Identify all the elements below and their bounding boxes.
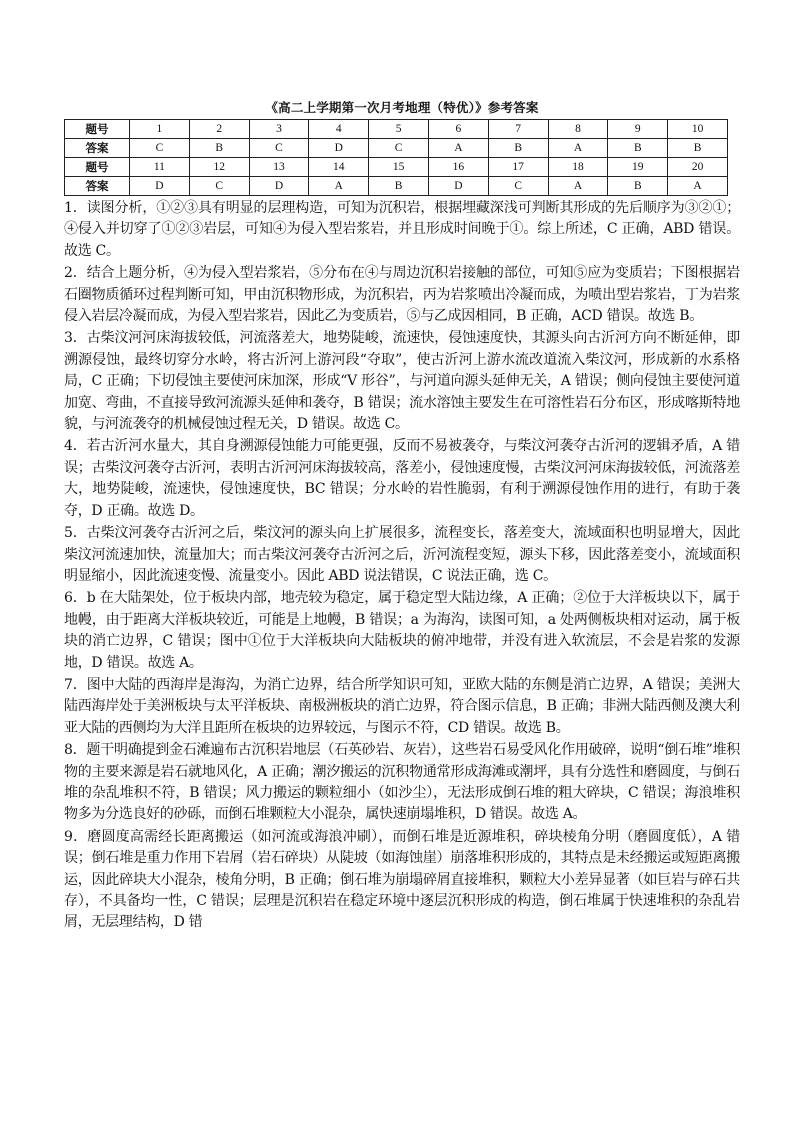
table-cell: 20 [668, 158, 728, 177]
row-label: 答案 [65, 177, 130, 196]
explanation-6: 6．b 在大陆架处，位于板块内部，地壳较为稳定，属于稳定型大陆边缘，A 正确；②位于大洋板块以下，属于地幔，由于距离大洋板块较近，可能是上地幔，B 错误；a 为海沟，读图可知，a 处两侧板块相对运动，属于板块的消亡边界，C 错误；图中①位于大洋板块向大陆板块的俯冲地带，并没有进入软流层，不会是岩浆的发源地，D 错误。故选 A。 [64, 590, 740, 671]
explanation-1: 1．读图分析，①②③具有明显的层理构造，可知为沉积岩，根据埋藏深浅可判断其形成的先后顺序为③②①；④侵入并切穿了①②③岩层，可知④为侵入型岩浆岩，并且形成时间晚于①。综上所述，C 正确，ABD 错误。故选 C。 [64, 200, 740, 259]
table-cell: 1 [130, 120, 190, 139]
table-cell: 4 [309, 120, 369, 139]
table-cell: 7 [488, 120, 548, 139]
table-cell: B [668, 139, 728, 158]
table-cell: C [488, 177, 548, 196]
explanation-list [64, 198, 740, 934]
table-cell: D [249, 177, 309, 196]
table-row [65, 139, 728, 158]
table-cell: B [608, 177, 668, 196]
table-row [65, 158, 728, 177]
explanation-2: 2．结合上题分析，④为侵入型岩浆岩，⑤分布在④与周边沉积岩接触的部位，可知⑤应为变质岩；下图根据岩石圈物质循环过程判断可知，甲由沉积物形成，为沉积岩，丙为岩浆喷出冷凝而成，为喷出型岩浆岩，丁为岩浆侵入岩层冷凝而成，为侵入型岩浆岩，因此乙为变质岩，⑤与乙成因相同，B 正确，ACD 错误。故选 B。 [64, 265, 740, 325]
explanation-9: 9．磨圆度高需经长距离搬运（如河流或海浪冲刷），而倒石堆是近源堆积，碎块棱角分明（磨圆度低），A 错误；倒石堆是重力作用下岩屑（岩石碎块）从陡坡（如海蚀崖）崩落堆积形成的，其特点是未经搬运或短距离搬运，因此碎块大小混杂，棱角分明，B 正确；倒石堆为崩塌碎屑直接堆积，颗粒大小差异显著（如巨岩与碎石共存），不具备均一性，C 错误；层理是沉积岩在稳定环境中逐层沉积形成的构造，倒石堆属于快速堆积的杂乱岩屑，无层理结构，D 错 [64, 828, 740, 931]
table-cell: B [189, 139, 249, 158]
row-label: 题号 [65, 120, 130, 139]
table-cell: D [309, 139, 369, 158]
table-cell: A [668, 177, 728, 196]
answer-document [64, 100, 740, 935]
table-cell: 16 [428, 158, 488, 177]
answer-table [64, 119, 728, 196]
table-cell: 5 [369, 120, 429, 139]
explanation-3: 3．古柴汶河河床海拔较低，河流落差大，地势陡峻，流速快，侵蚀速度快，其源头向古沂河方向不断延伸，即溯源侵蚀，最终切穿分水岭，将古沂河上游河段“夺取”，使古沂河上游水流改道流入柴汶河，形成新的水系格局，C 正确；下切侵蚀主要使河床加深，形成“V 形谷”，与河道向源头延伸无关，A 错误；侧向侵蚀主要使河道加宽、弯曲，不直接导致河流源头延伸和袭夺，B 错误；流水溶蚀主要发生在可溶性岩石分布区，形成喀斯特地貌，与河流袭夺的机械侵蚀过程无关，D 错误。故选 C。 [64, 330, 740, 433]
table-cell: 12 [189, 158, 249, 177]
table-row [65, 177, 728, 196]
table-cell: C [130, 139, 190, 158]
table-cell: D [428, 177, 488, 196]
table-cell: B [488, 139, 548, 158]
table-cell: 9 [608, 120, 668, 139]
table-cell: 10 [668, 120, 728, 139]
table-cell: A [428, 139, 488, 158]
table-row [65, 120, 728, 139]
table-cell: A [548, 177, 608, 196]
table-cell: 3 [249, 120, 309, 139]
table-cell: C [369, 139, 429, 158]
table-cell: 15 [369, 158, 429, 177]
table-cell: 11 [130, 158, 190, 177]
table-cell: 6 [428, 120, 488, 139]
table-cell: B [608, 139, 668, 158]
explanation-4: 4．若古沂河水量大，其自身溯源侵蚀能力可能更强，反而不易被袭夺，与柴汶河袭夺古沂河的逻辑矛盾，A 错误；古柴汶河袭夺古沂河，表明古沂河河床海拔较高，落差小，侵蚀速度慢，古柴汶河河床海拔较低，河流落差大，地势陡峻，流速快，侵蚀速度快，BC 错误；分水岭的岩性脆弱，有利于溯源侵蚀作用的进行，有助于袭夺，D 正确。故选 D。 [64, 438, 740, 519]
table-cell: 13 [249, 158, 309, 177]
table-cell: A [548, 139, 608, 158]
row-label: 题号 [65, 158, 130, 177]
explanation-7: 7．图中大陆的西海岸是海沟，为消亡边界，结合所学知识可知，亚欧大陆的东侧是消亡边界，A 错误；美洲大陆西海岸处于美洲板块与太平洋板块、南极洲板块的消亡边界，符合图示信息，B 正确；非洲大陆西侧及澳大利亚大陆的西侧均为大洋且距所在板块的边界较远，与图示不符，CD 错误。故选 B。 [64, 676, 740, 736]
explanation-5: 5．古柴汶河袭夺古沂河之后，柴汶河的源头向上扩展很多，流程变长，落差变大，流域面积也明显增大，因此柴汶河流速加快，流量加大；而古柴汶河袭夺古沂河之后，沂河流程变短，源头下移，因此落差变小，流域面积明显缩小，因此流速变慢、流量变小。因此 ABD 说法错误，C 说法正确，选 C。 [64, 525, 740, 584]
table-cell: C [249, 139, 309, 158]
table-cell: B [369, 177, 429, 196]
table-cell: C [189, 177, 249, 196]
table-cell: 18 [548, 158, 608, 177]
table-cell: A [309, 177, 369, 196]
table-cell: 14 [309, 158, 369, 177]
table-cell: 19 [608, 158, 668, 177]
table-cell: 8 [548, 120, 608, 139]
row-label: 答案 [65, 139, 130, 158]
table-cell: D [130, 177, 190, 196]
table-cell: 17 [488, 158, 548, 177]
table-cell: 2 [189, 120, 249, 139]
explanation-8: 8．题干明确提到金石滩遍布古沉积岩地层（石英砂岩、灰岩），这些岩石易受风化作用破碎，说明“倒石堆”堆积物的主要来源是岩石就地风化，A 正确；潮汐搬运的沉积物通常形成海滩或潮坪，具有分选性和磨圆度，与倒石堆的杂乱堆积不符，B 错误；风力搬运的颗粒细小（如沙尘），无法形成倒石堆的粗大碎块，C 错误；海浪堆积物多为分选良好的砂砾，而倒石堆颗粒大小混杂，属快速崩塌堆积，D 错误。故选 A。 [64, 742, 740, 823]
document-title: 《高二上学期第一次月考地理（特优）》参考答案 [265, 100, 539, 115]
